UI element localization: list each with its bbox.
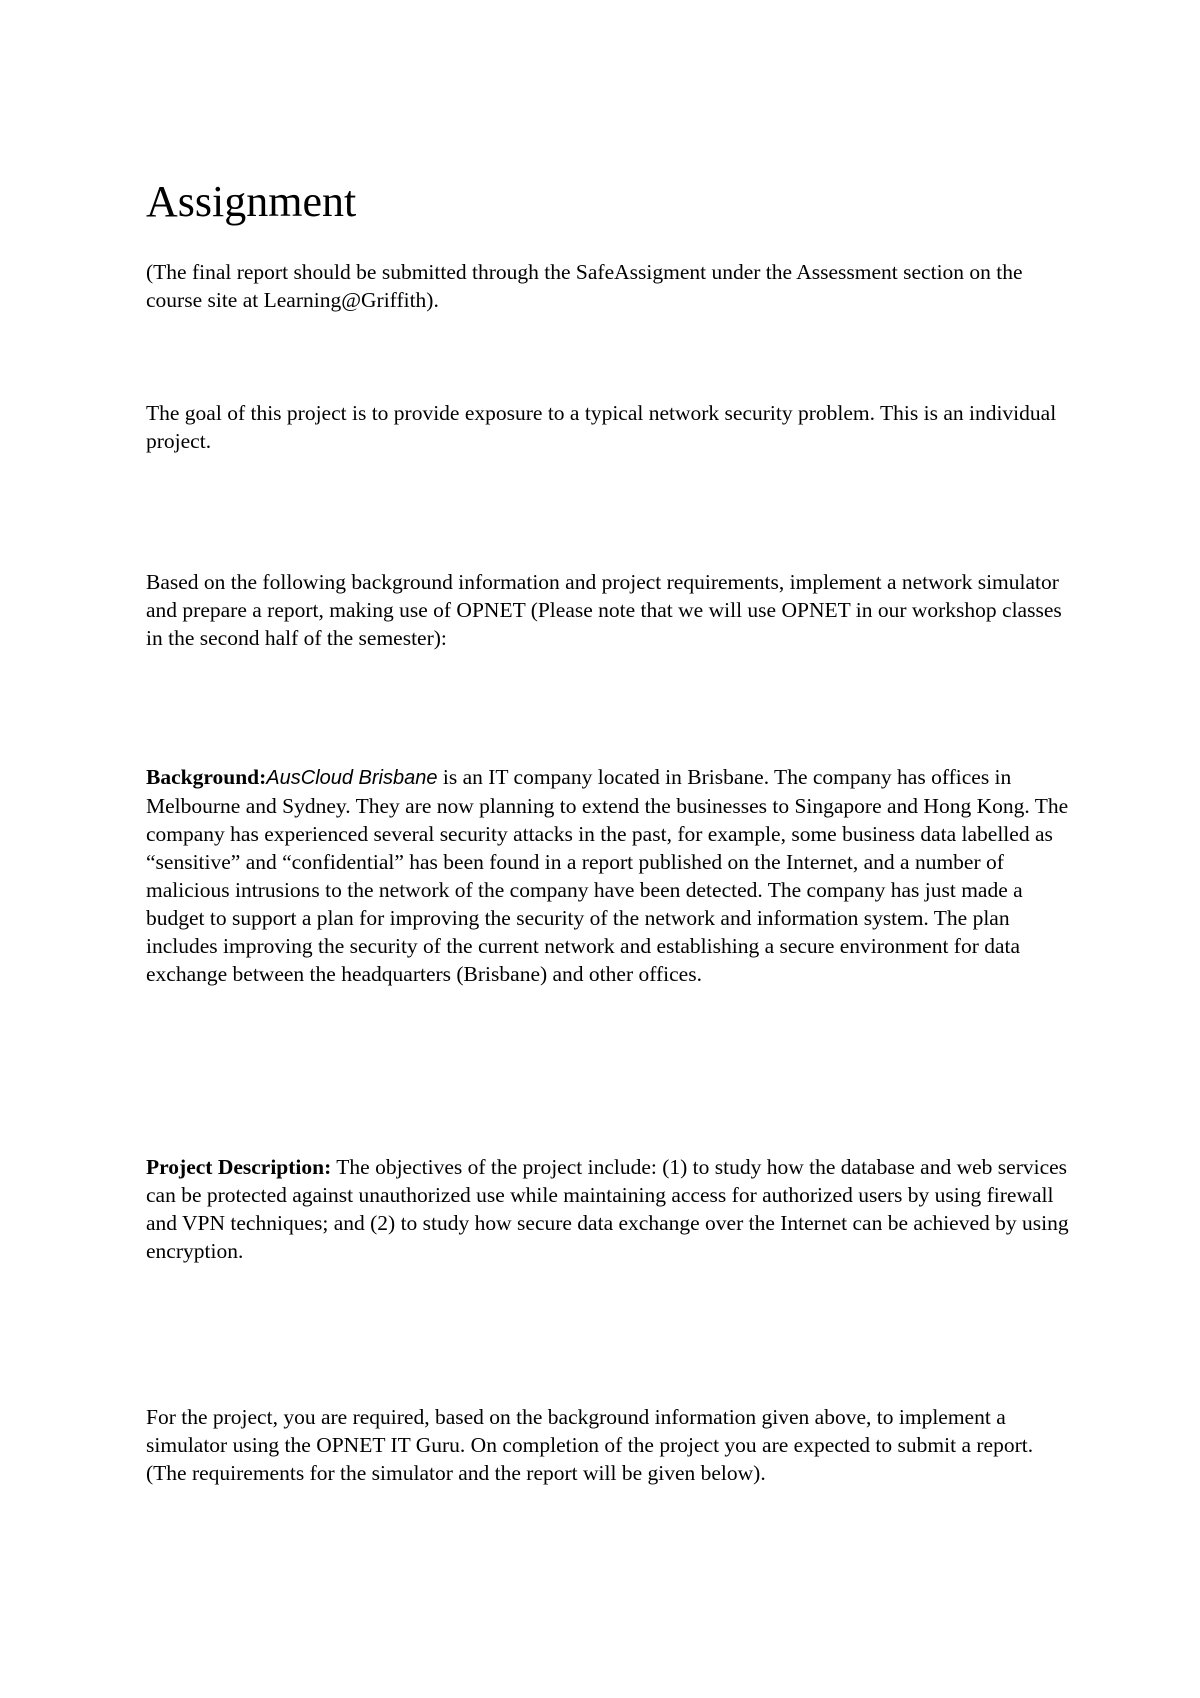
project-description-paragraph [146, 1153, 1076, 1265]
goal-paragraph: The goal of this project is to provide exposure to a typical network security problem. This is an individual project. [146, 401, 1057, 453]
submission-note: (The final report should be submitted through the SafeAssigment under the Assessment section on the course site at Learning@Griffith). [146, 260, 1023, 312]
background-label: Background: [146, 765, 267, 789]
requirements-paragraph: For the project, you are required, based on the background information given above, to implement a simulator using the OPNET IT Guru. On completion of the project you are expected to submit a report. (The requirements for the simulator and the report will be given below). [146, 1405, 1034, 1485]
instructions-paragraph: Based on the following background information and project requirements, implement a network simulator and prepare a report, making use of OPNET (Please note that we will use OPNET in our workshop classes in the second half of the semester): [146, 570, 1062, 650]
background-paragraph [146, 763, 1076, 988]
project-description-text: The objectives of the project include: (1) to study how the database and web services can be protected against unauthorized use while maintaining access for authorized users by using firewall and VPN techniques; and (2) to study how secure data exchange over the Internet can be achieved by using encryption. [146, 1155, 1069, 1263]
company-name: AusCloud Brisbane [266, 767, 438, 789]
background-text: is an IT company located in Brisbane. The company has offices in Melbourne and Sydney. They are now planning to extend the businesses to Singapore and Hong Kong. The company has experienced several security attacks in the past, for example, some business data labelled as “sensitive” and “confidential” has been found in a report published on the Internet, and a number of malicious intrusions to the network of the company have been detected. The company has just made a budget to support a plan for improving the security of the network and information system. The plan includes improving the security of the current network and establishing a secure environment for data exchange between the headquarters (Brisbane) and other offices. [146, 765, 1069, 986]
document-title: Assignment [146, 177, 357, 226]
project-description-label: Project Description: [146, 1155, 332, 1179]
